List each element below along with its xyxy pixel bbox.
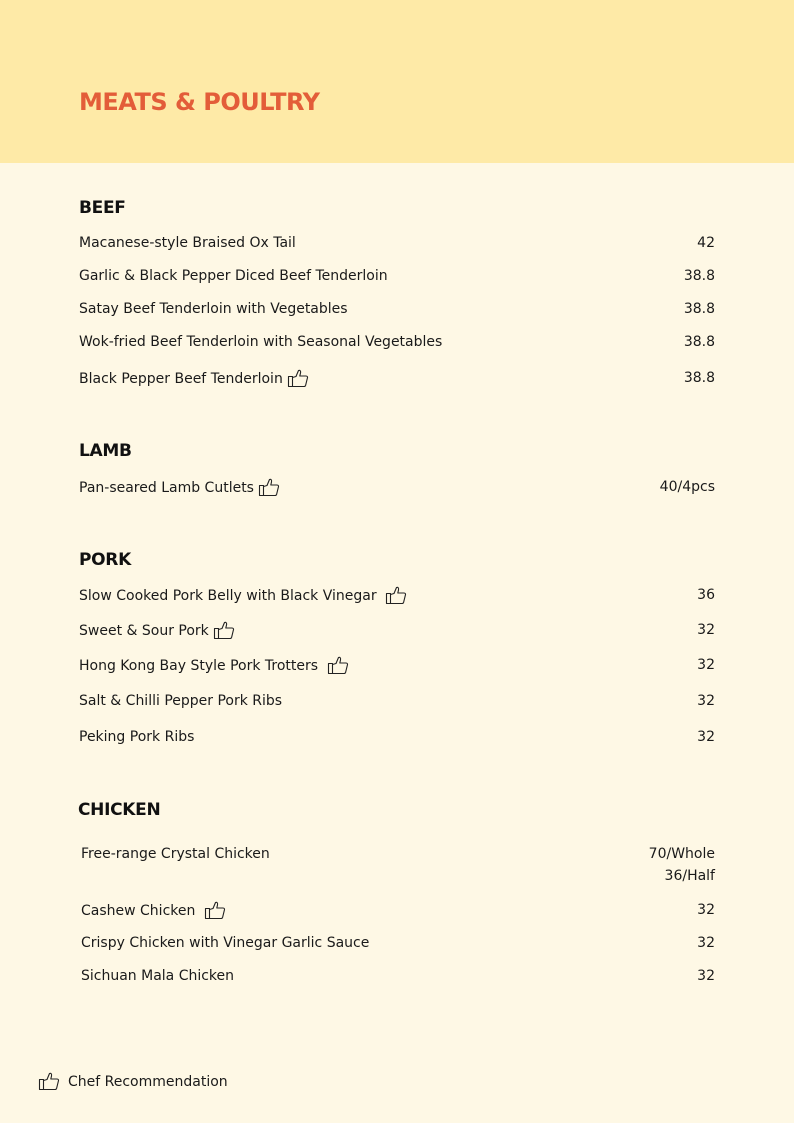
menu-item: [81, 844, 715, 888]
thumbs-up-icon: [287, 368, 309, 388]
item-name: Free-range Crystal Chicken: [81, 846, 270, 862]
thumbs-up-icon: [38, 1071, 60, 1091]
item-price: 32: [697, 622, 715, 638]
item-name: Sichuan Mala Chicken: [81, 968, 235, 984]
item-price: 32: [697, 968, 715, 984]
item-name: Garlic & Black Pepper Diced Beef Tenderloin: [79, 268, 388, 284]
item-price: 70/Whole: [648, 846, 715, 862]
item-price-half: 36/Half: [664, 868, 715, 884]
item-name: Peking Pork Ribs: [79, 729, 195, 745]
legend: [38, 1071, 228, 1092]
item-price: 38.8: [683, 268, 715, 284]
item-name: Slow Cooked Pork Belly with Black Vinegar: [79, 588, 377, 604]
item-name: Black Pepper Beef Tenderloin: [79, 371, 283, 387]
item-price: 32: [697, 657, 715, 673]
item-name: Hong Kong Bay Style Pork Trotters: [79, 658, 319, 674]
item-price: 40/4pcs: [659, 479, 715, 495]
thumbs-up-icon: [385, 585, 407, 605]
item-price: 38.8: [683, 334, 715, 350]
item-name: Macanese-style Braised Ox Tail: [79, 235, 296, 251]
item-price: 38.8: [683, 301, 715, 317]
item-name: Cashew Chicken: [81, 903, 196, 919]
item-name: Satay Beef Tenderloin with Vegetables: [79, 301, 348, 317]
thumbs-up-icon: [204, 900, 226, 920]
item-name: Crispy Chicken with Vinegar Garlic Sauce: [81, 935, 370, 951]
section-title-beef: BEEF: [79, 198, 126, 218]
thumbs-up-icon: [213, 620, 235, 640]
section-title-lamb: LAMB: [79, 441, 132, 461]
item-name: Sweet & Sour Pork: [79, 623, 209, 639]
header-band: [0, 0, 794, 163]
item-name: Pan-seared Lamb Cutlets: [79, 480, 254, 496]
item-name: Wok-fried Beef Tenderloin with Seasonal Vegetables: [79, 334, 443, 350]
item-price: 32: [697, 902, 715, 918]
item-price: 38.8: [683, 370, 715, 386]
page-title: MEATS & POULTRY: [79, 88, 320, 116]
thumbs-up-icon: [258, 477, 280, 497]
item-price: 36: [697, 587, 715, 603]
item-price: 42: [697, 235, 715, 251]
item-name: Salt & Chilli Pepper Pork Ribs: [79, 693, 283, 709]
legend-label: Chef Recommendation: [68, 1074, 228, 1090]
item-price: 32: [697, 729, 715, 745]
thumbs-up-icon: [327, 655, 349, 675]
section-title-chicken: CHICKEN: [78, 800, 161, 820]
item-price: 32: [697, 693, 715, 709]
section-title-pork: PORK: [79, 550, 131, 570]
item-price: 32: [697, 935, 715, 951]
